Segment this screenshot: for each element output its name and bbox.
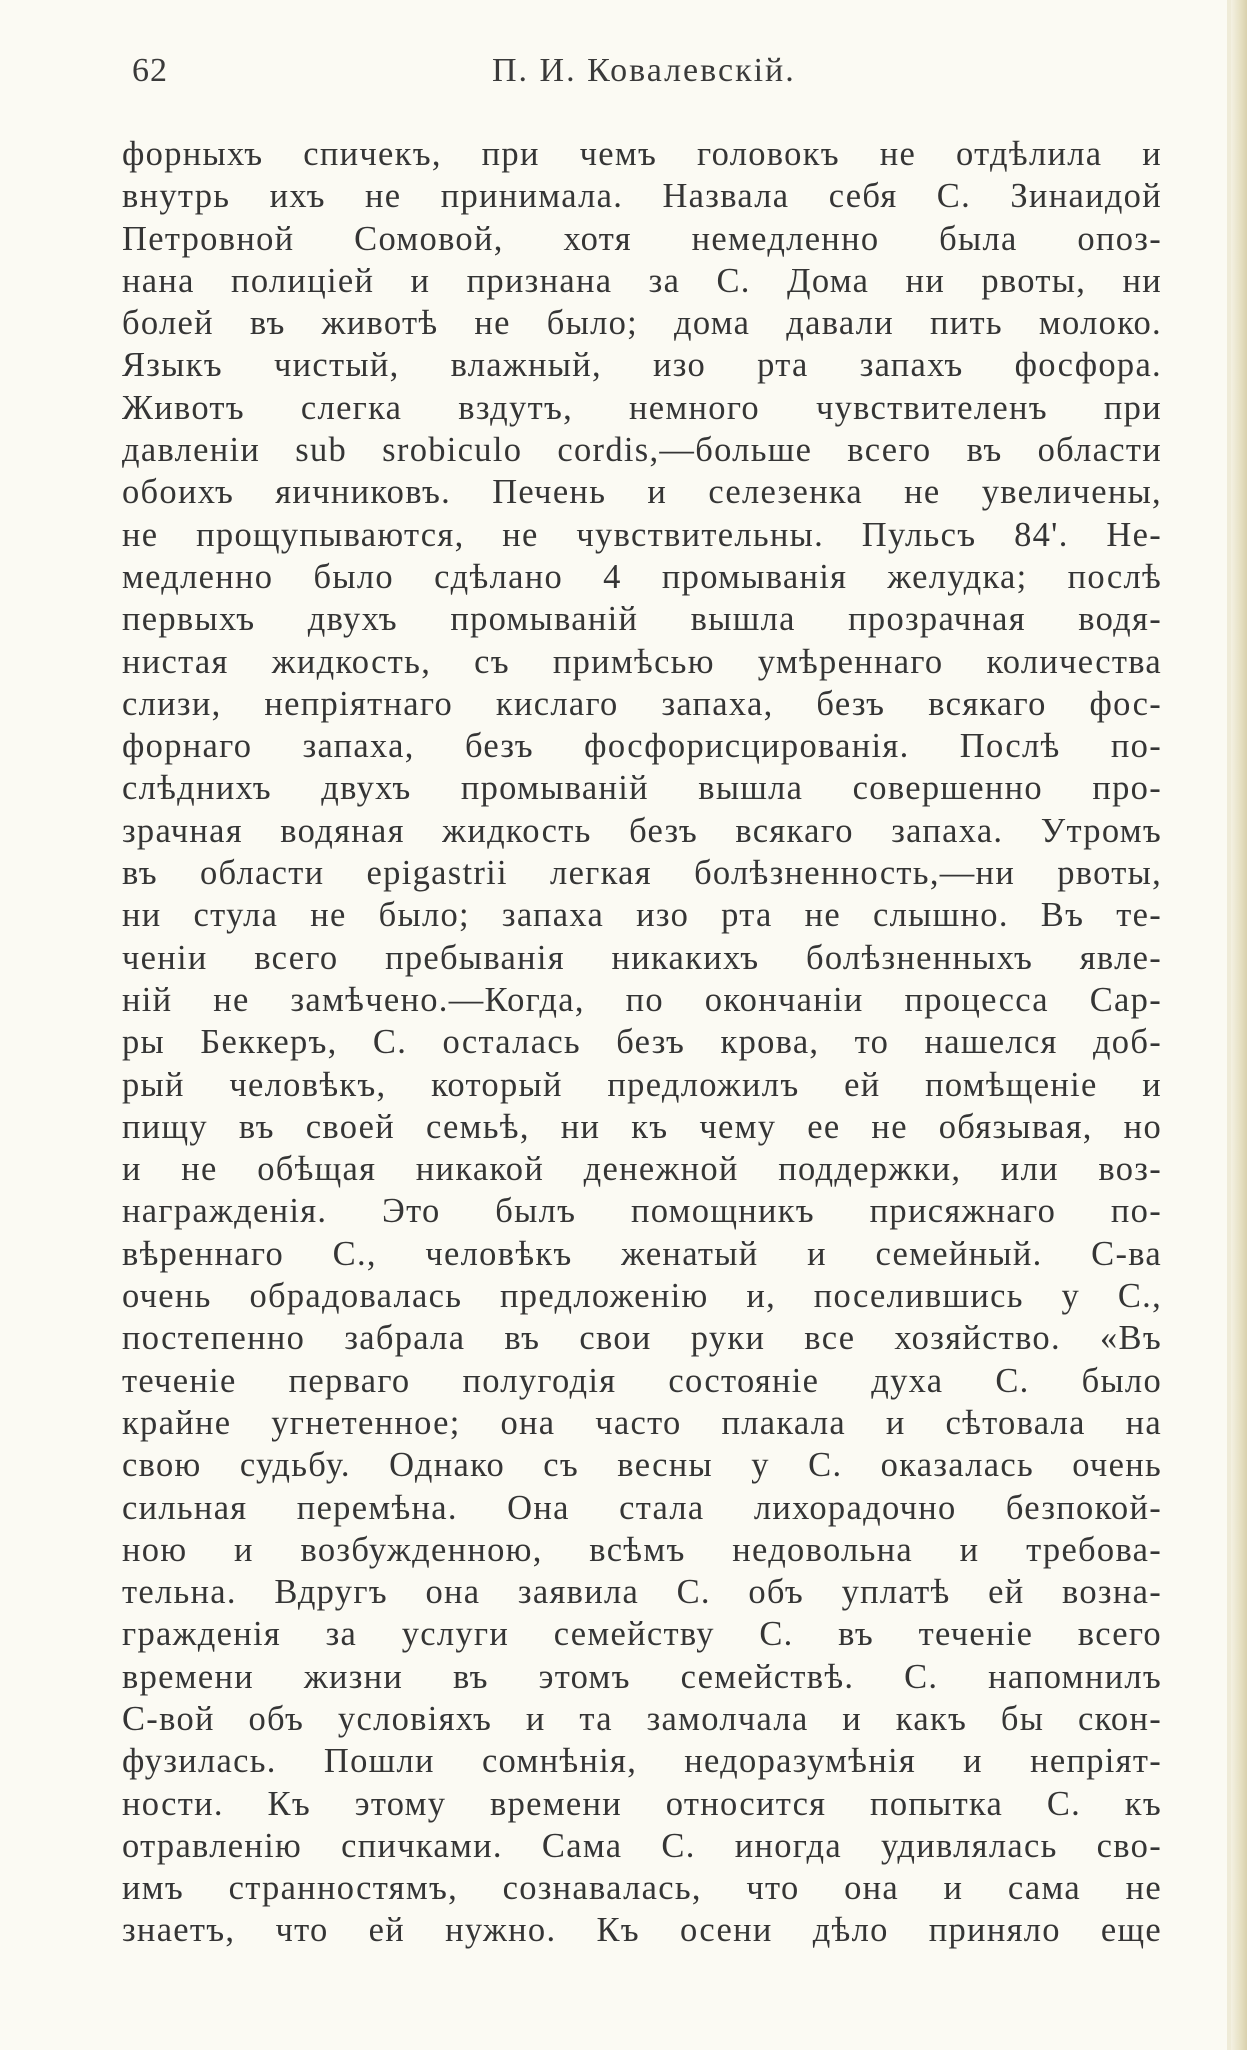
text-line: крайне угнетенное; она часто плакала и сѣтовала на (122, 1403, 1162, 1442)
text-line: и не обѣщая никакой денежной поддержки, или воз- (122, 1150, 1162, 1189)
text-line: свою судьбу. Однако съ весны у С. оказалась очень (122, 1446, 1162, 1485)
text-line: гражденія за услуги семейству С. въ теченіе всего (122, 1615, 1162, 1654)
text-line: первыхъ двухъ промываній вышла прозрачная водя- (122, 600, 1162, 639)
text-line: слѣднихъ двухъ промываній вышла совершенно про- (122, 769, 1162, 808)
text-line: давленіи sub srobiculo cordis,—больше всего въ области (122, 431, 1162, 470)
page-edge (1231, 0, 1247, 2050)
text-line: ни стула не было; запаха изо рта не слышно. Въ те- (122, 896, 1162, 935)
text-line: ній не замѣчено.—Когда, по окончаніи процесса Сар- (122, 980, 1162, 1019)
text-line: ности. Къ этому времени относится попытка С. къ (122, 1784, 1162, 1823)
text-line: нана полиціей и признана за С. Дома ни рвоты, ни (122, 261, 1162, 300)
text-line: зрачная водяная жидкость безъ всякаго запаха. Утромъ (122, 811, 1162, 850)
text-line: отравленію спичками. Сама С. иногда удивлялась сво- (122, 1826, 1162, 1865)
text-line: въ области epigastrii легкая болѣзненность,—ни рвоты, (122, 854, 1162, 893)
text-line: Языкъ чистый, влажный, изо рта запахъ фосфора. (122, 346, 1162, 385)
text-line: форнаго запаха, безъ фосфорисцированія. Послѣ по- (122, 727, 1162, 766)
text-line: С-вой объ условіяхъ и та замолчала и какъ бы скон- (122, 1699, 1162, 1738)
text-line: времени жизни въ этомъ семействѣ. С. напомнилъ (122, 1657, 1162, 1696)
text-line: болей въ животѣ не было; дома давали пить молоко. (122, 304, 1162, 343)
page-header (132, 52, 1162, 100)
text-line: Петровной Сомовой, хотя немедленно была опоз- (122, 219, 1162, 258)
text-line: рый человѣкъ, который предложилъ ей помѣщеніе и (122, 1065, 1162, 1104)
text-line: слизи, непріятнаго кислаго запаха, безъ всякаго фос- (122, 684, 1162, 723)
text-line: имъ странностямъ, сознавалась, что она и сама не (122, 1869, 1162, 1908)
text-line: знаетъ, что ей нужно. Къ осени дѣло приняло еще (122, 1911, 1162, 1950)
text-line: не прощупываются, не чувствительны. Пульсъ 84'. Не- (122, 515, 1162, 554)
text-line: вѣреннаго С., человѣкъ женатый и семейный. С-ва (122, 1234, 1162, 1273)
text-line: постепенно забрала въ свои руки все хозяйство. «Въ (122, 1319, 1162, 1358)
text-line: Животъ слегка вздутъ, немного чувствителенъ при (122, 388, 1162, 427)
text-line: ною и возбужденною, всѣмъ недовольна и требова- (122, 1530, 1162, 1569)
text-line: внутрь ихъ не принимала. Назвала себя С. Зинаидой (122, 177, 1162, 216)
text-line: ры Беккеръ, С. осталась безъ крова, то нашелся доб- (122, 1023, 1162, 1062)
text-line: медленно было сдѣлано 4 промыванія желудка; послѣ (122, 557, 1162, 596)
running-head: П. И. Ковалевскій. (492, 52, 796, 89)
text-line: сильная перемѣна. Она стала лихорадочно безпокой- (122, 1488, 1162, 1527)
text-line: теченіе перваго полугодія состояніе духа С. было (122, 1361, 1162, 1400)
text-line: нистая жидкость, съ примѣсью умѣреннаго количества (122, 642, 1162, 681)
text-line: обоихъ яичниковъ. Печень и селезенка не увеличены, (122, 473, 1162, 512)
text-line: форныхъ спичекъ, при чемъ головокъ не отдѣлила и (122, 135, 1162, 173)
text-line: фузилась. Пошли сомнѣнія, недоразумѣнія и непріят- (122, 1742, 1162, 1781)
text-line: ченіи всего пребыванія никакихъ болѣзненныхъ явле- (122, 938, 1162, 977)
text-line: тельна. Вдругъ она заявила С. объ уплатѣ ей возна- (122, 1573, 1162, 1612)
page-number: 62 (132, 52, 168, 89)
text-line: награжденія. Это былъ помощникъ присяжнаго по- (122, 1192, 1162, 1231)
text-line: очень обрадовалась предложенію и, поселившись у С., (122, 1277, 1162, 1316)
body-text (122, 133, 1162, 1952)
text-line: пищу въ своей семьѣ, ни къ чему ее не обязывая, но (122, 1107, 1162, 1146)
